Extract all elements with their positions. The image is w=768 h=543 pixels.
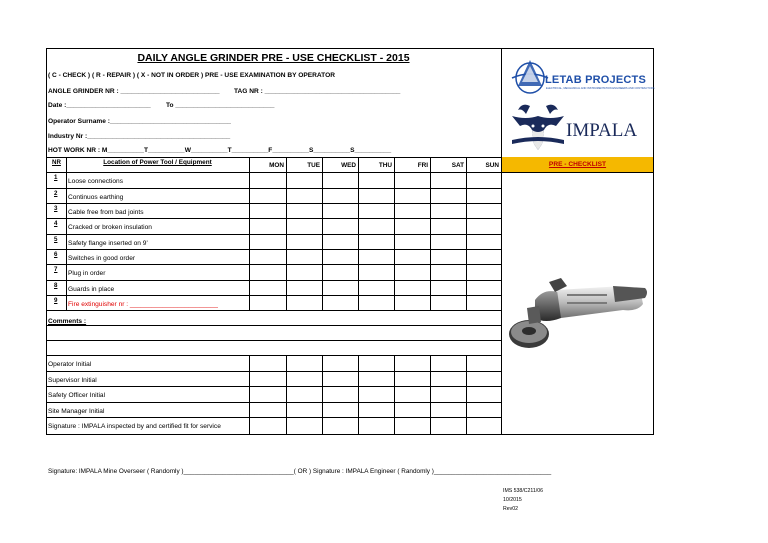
- initial-cell[interactable]: [467, 356, 501, 371]
- check-cell[interactable]: [287, 235, 322, 249]
- check-cell[interactable]: [467, 281, 501, 295]
- check-cell[interactable]: [359, 250, 394, 264]
- initial-cell[interactable]: [395, 356, 430, 371]
- initial-cell[interactable]: [395, 403, 430, 417]
- doc-rev: Rev02: [503, 506, 518, 512]
- initial-cell[interactable]: [467, 387, 501, 402]
- initial-cell[interactable]: [287, 356, 322, 371]
- check-cell[interactable]: [250, 235, 286, 249]
- day-column-line: [501, 355, 502, 434]
- angle-grinder-field[interactable]: ANGLE GRINDER NR : ___________________________: [48, 88, 220, 95]
- legend-text: ( C - CHECK ) ( R - REPAIR ) ( X - NOT IN ORDER ) PRE - USE EXAMINATION BY OPERATOR: [48, 72, 335, 79]
- item-label: Safety flange inserted on 9': [68, 240, 148, 247]
- initial-cell[interactable]: [323, 356, 358, 371]
- check-cell[interactable]: [431, 204, 466, 218]
- day-header-sat: SAT: [451, 162, 464, 169]
- check-cell[interactable]: [250, 173, 286, 188]
- check-cell[interactable]: [250, 265, 286, 280]
- check-cell[interactable]: [323, 281, 358, 295]
- check-cell[interactable]: [467, 173, 501, 188]
- date-field[interactable]: Date :_______________________: [48, 102, 151, 109]
- item-label: Switches in good order: [68, 255, 136, 262]
- initial-cell[interactable]: [467, 418, 501, 434]
- check-cell[interactable]: [287, 250, 322, 264]
- initial-cell[interactable]: [431, 356, 466, 371]
- check-cell[interactable]: [359, 235, 394, 249]
- initial-cell[interactable]: [359, 403, 394, 417]
- check-cell[interactable]: [467, 296, 501, 310]
- location-header: Location of Power Tool / Equipment: [103, 159, 212, 166]
- letab-logo-text: LETAB PROJECTS: [545, 74, 646, 86]
- check-cell[interactable]: [395, 189, 430, 203]
- nr-column-line: [66, 157, 67, 310]
- check-cell[interactable]: [395, 235, 430, 249]
- check-cell[interactable]: [431, 281, 466, 295]
- check-cell[interactable]: [323, 173, 358, 188]
- check-cell[interactable]: [431, 219, 466, 234]
- check-cell[interactable]: [359, 219, 394, 234]
- table-row-line: [46, 310, 501, 311]
- day-header-fri: FRI: [417, 162, 428, 169]
- check-cell[interactable]: [467, 265, 501, 280]
- item-number: 4: [54, 220, 58, 227]
- item-number: 3: [54, 205, 58, 212]
- initial-cell[interactable]: [323, 387, 358, 402]
- initial-cell[interactable]: [287, 403, 322, 417]
- initial-cell[interactable]: [250, 387, 286, 402]
- initial-cell[interactable]: [467, 403, 501, 417]
- initial-cell[interactable]: [250, 403, 286, 417]
- initial-row-label: Safety Officer Initial: [48, 392, 106, 399]
- industry-field[interactable]: Industry Nr :_______________________________________: [48, 133, 231, 140]
- check-cell[interactable]: [287, 281, 322, 295]
- initial-cell[interactable]: [395, 418, 430, 434]
- check-cell[interactable]: [395, 296, 430, 310]
- item-label: Fire extinguisher nr : ________________________: [68, 301, 218, 308]
- initial-cell[interactable]: [467, 372, 501, 386]
- initial-row-label: Supervisor Initial: [48, 377, 97, 384]
- check-cell[interactable]: [323, 296, 358, 310]
- initial-cell[interactable]: [431, 418, 466, 434]
- check-cell[interactable]: [250, 250, 286, 264]
- day-header-mon: MON: [269, 162, 284, 169]
- day-header-wed: WED: [341, 162, 356, 169]
- check-cell[interactable]: [467, 204, 501, 218]
- item-label: Continuos earthing: [68, 194, 124, 201]
- day-header-tue: TUE: [307, 162, 320, 169]
- initial-row-label: Site Manager Initial: [48, 408, 105, 415]
- impala-head-icon: [508, 100, 568, 154]
- initial-cell[interactable]: [431, 403, 466, 417]
- item-number: 9: [54, 297, 58, 304]
- letab-logo-subtext: ELECTRICAL, MECHANICAL AND INSTRUMENTATION ENGINEERS AND CONTRACTORS: [546, 87, 655, 90]
- check-cell[interactable]: [250, 189, 286, 203]
- initial-cell[interactable]: [250, 418, 286, 434]
- check-cell[interactable]: [323, 235, 358, 249]
- check-cell[interactable]: [395, 173, 430, 188]
- check-cell[interactable]: [250, 204, 286, 218]
- tag-field[interactable]: TAG NR : _____________________________________: [234, 88, 401, 95]
- check-cell[interactable]: [359, 265, 394, 280]
- check-cell[interactable]: [431, 235, 466, 249]
- item-number: 5: [54, 236, 58, 243]
- page-title: DAILY ANGLE GRINDER PRE - USE CHECKLIST - 2015: [137, 52, 410, 64]
- signature-line[interactable]: Signature: IMPALA Mine Overseer ( Randomly )_______________________________( OR ) Signature : IMPALA Engineer ( Randomly )_________________________________: [48, 468, 552, 475]
- item-label: Plug in order: [68, 270, 106, 277]
- check-cell[interactable]: [467, 189, 501, 203]
- initial-cell[interactable]: [359, 418, 394, 434]
- table-row-line: [46, 325, 501, 326]
- initial-cell[interactable]: [250, 372, 286, 386]
- check-cell[interactable]: [431, 250, 466, 264]
- nr-header: NR: [52, 159, 61, 166]
- initial-cell[interactable]: [287, 387, 322, 402]
- check-cell[interactable]: [431, 265, 466, 280]
- item-number: 2: [54, 190, 58, 197]
- check-cell[interactable]: [395, 204, 430, 218]
- check-cell[interactable]: [287, 265, 322, 280]
- initial-cell[interactable]: [431, 387, 466, 402]
- item-number: 1: [54, 174, 58, 181]
- check-cell[interactable]: [431, 296, 466, 310]
- initial-cell[interactable]: [395, 372, 430, 386]
- item-number: 8: [54, 282, 58, 289]
- pre-checklist-header: PRE - CHECKLIST: [502, 157, 653, 173]
- check-cell[interactable]: [323, 189, 358, 203]
- check-cell[interactable]: [467, 250, 501, 264]
- check-cell[interactable]: [323, 265, 358, 280]
- check-cell[interactable]: [287, 219, 322, 234]
- initial-cell[interactable]: [323, 418, 358, 434]
- day-column-line: [501, 157, 502, 310]
- check-cell[interactable]: [359, 173, 394, 188]
- check-cell[interactable]: [323, 204, 358, 218]
- check-cell[interactable]: [395, 250, 430, 264]
- initial-cell[interactable]: [359, 356, 394, 371]
- check-cell[interactable]: [359, 296, 394, 310]
- check-cell[interactable]: [395, 281, 430, 295]
- check-cell[interactable]: [431, 173, 466, 188]
- operator-surname-field[interactable]: Operator Surname :_________________________________: [48, 118, 231, 125]
- initial-row-label: Operator Initial: [48, 361, 92, 368]
- check-cell[interactable]: [287, 173, 322, 188]
- item-label: Cracked or broken insulation: [68, 224, 152, 231]
- angle-grinder-icon: [505, 272, 650, 362]
- check-cell[interactable]: [395, 219, 430, 234]
- check-cell[interactable]: [287, 296, 322, 310]
- initial-cell[interactable]: [287, 418, 322, 434]
- check-cell[interactable]: [431, 189, 466, 203]
- check-cell[interactable]: [467, 219, 501, 234]
- initial-cell[interactable]: [287, 372, 322, 386]
- check-cell[interactable]: [359, 189, 394, 203]
- doc-code: IMS 538/C211/06: [503, 488, 543, 494]
- hot-work-field[interactable]: HOT WORK NR : M__________T__________W__________T__________F__________S__________S__________: [48, 147, 392, 154]
- impala-logo: [508, 100, 568, 154]
- check-cell[interactable]: [287, 189, 322, 203]
- item-label: Loose connections: [68, 178, 123, 185]
- check-cell[interactable]: [323, 219, 358, 234]
- check-cell[interactable]: [395, 265, 430, 280]
- check-cell[interactable]: [359, 281, 394, 295]
- initial-cell[interactable]: [359, 372, 394, 386]
- initial-cell[interactable]: [395, 387, 430, 402]
- check-cell[interactable]: [250, 219, 286, 234]
- check-cell[interactable]: [467, 235, 501, 249]
- table-row-line: [46, 340, 501, 341]
- item-number: 7: [54, 266, 58, 273]
- initial-cell[interactable]: [323, 403, 358, 417]
- item-label: Guards in place: [68, 286, 115, 293]
- initial-row-label: Signature : IMPALA inspected by and certified fit for service: [48, 423, 221, 430]
- day-header-sun: SUN: [485, 162, 499, 169]
- initial-cell[interactable]: [431, 372, 466, 386]
- comments-label: Comments :: [48, 318, 87, 325]
- day-header-thu: THU: [378, 162, 392, 169]
- initial-cell[interactable]: [323, 372, 358, 386]
- check-cell[interactable]: [287, 204, 322, 218]
- check-cell[interactable]: [250, 281, 286, 295]
- table-row-line: [46, 434, 501, 435]
- angle-grinder-image: [505, 272, 650, 362]
- item-number: 6: [54, 251, 58, 258]
- check-cell[interactable]: [323, 250, 358, 264]
- doc-date: 10/2015: [503, 497, 522, 503]
- check-cell[interactable]: [359, 204, 394, 218]
- initial-cell[interactable]: [359, 387, 394, 402]
- item-label: Cable free from bad joints: [68, 209, 144, 216]
- impala-logo-text: IMPALA: [566, 120, 638, 141]
- check-cell[interactable]: [250, 296, 286, 310]
- initial-cell[interactable]: [250, 356, 286, 371]
- to-field[interactable]: To ___________________________: [166, 102, 275, 109]
